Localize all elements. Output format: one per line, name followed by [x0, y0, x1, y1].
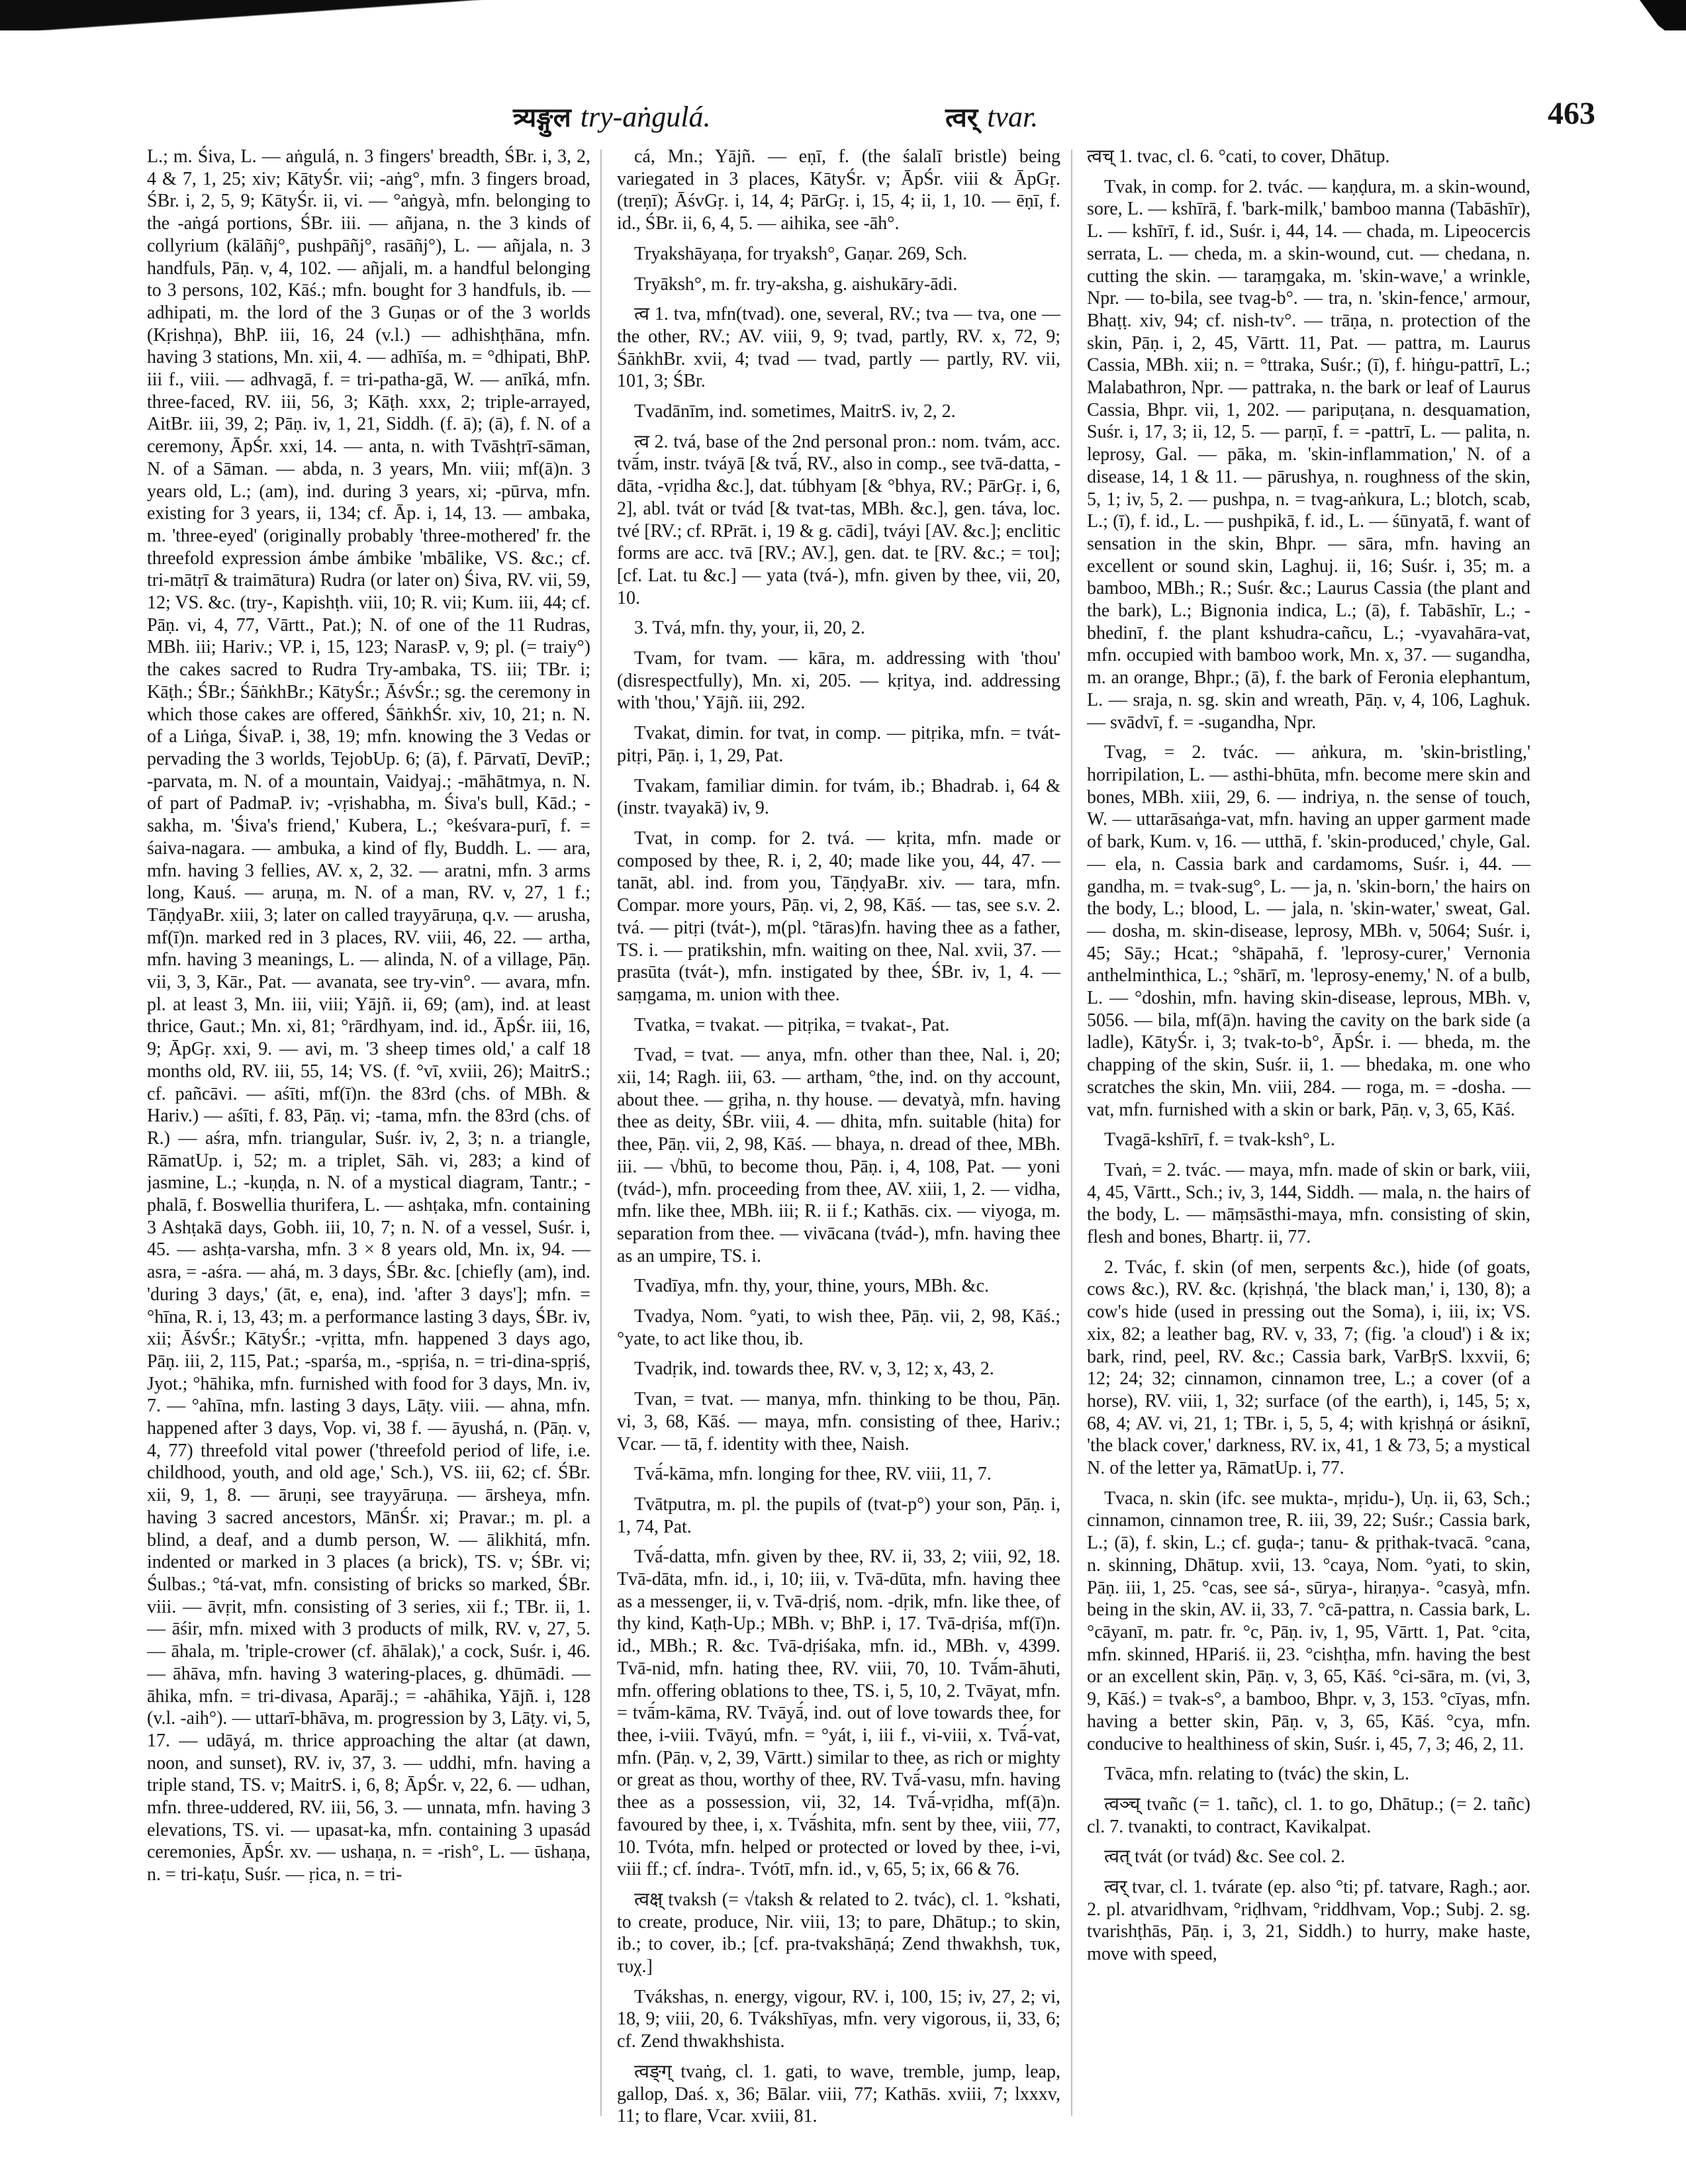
right-head-devanagari: त्वर्	[945, 103, 978, 133]
dictionary-entry: Tvadṛik, ind. towards thee, RV. v, 3, 12; x, 43, 2.	[634, 1358, 994, 1380]
column-1	[147, 146, 590, 2132]
dictionary-entry: त्वञ्च् tvañc (= 1. tañc), cl. 1. to go, Dhātup.; (= 2. tañc) cl. 7. tvanakti, to contract, Kavikalpat.	[1087, 1793, 1530, 1837]
dictionary-entry: Tvadya, Nom. °yati, to wish thee, Pāṇ. vii, 2, 98, Kāś.; °yate, to act like thou, ib.	[617, 1306, 1060, 1349]
dictionary-entry: Tvātputra, m. pl. the pupils of (tvat-p°) your son, Pāṇ. i, 1, 74, Pat.	[617, 1494, 1060, 1537]
dictionary-entry: Tvā́-kāma, mfn. longing for thee, RV. viii, 11, 7.	[634, 1464, 992, 1485]
dictionary-entry: cá, Mn.; Yājñ. — eṇī, f. (the śalalī bristle) being variegated in 3 places, KātyŚr. v; ĀpŚr. viii & ĀpGṛ. (treṇī); ĀśvGṛ. i, 14, 4; PārGṛ. i, 15, 4; ii, 1, 10. — ēṇī, f. id., ŚBr. ii, 6, 4, 5. — aihika, see -āh°.	[617, 146, 1060, 234]
dictionary-entry: त्व 2. tvá, base of the 2nd personal pron.: nom. tvám, acc. tvā́m, instr. tváyā [& tvā́, RV., also in comp., see tvā-datta, -dāta, -vṛidha &c.], dat. túbhyam [& °bhya, RV.; PārGṛ. i, 6, 2], abl. tvát or tvád [& tvat-tas, MBh. &c.], gen. táva, loc. tvé [RV.; cf. RPrāt. i, 19 & g. cādi], tváyi [AV. &c.]; enclitic forms are acc. tvā [RV.; AV.], gen. dat. te [RV. &c.; = τοι]; [cf. Lat. tu &c.] — yata (tvá-), mfn. given by thee, vii, 20, 10.	[617, 431, 1060, 608]
dictionary-entry: Tvag, = 2. tvác. — aṅkura, m. 'skin-bristling,' horripilation, L. — asthi-bhūta, mfn. become mere skin and bones, MBh. xiii, 29, 6. — indriya, n. the sense of touch, W. — uttarāsaṅga-vat, mfn. having an upper garment made of bark, Kum. v, 16. — utthā, f. 'skin-produced,' chyle, Gal. — ela, n. Cassia bark and cardamoms, Suśr. i, 44. — gandha, m. = tvak-sug°, L. — ja, n. 'skin-born,' the hairs on the body, L.; blood, L. — jala, n. 'skin-water,' sweat, Gal. — dosha, m. skin-disease, leprosy, MBh. v, 5064; Suśr. i, 45; Sāy.; Hcat.; °shāpahā, f. 'leprosy-curer,' Vernonia anthelminthica, L.; °shārī, m. 'leprosy-enemy,' N. of a bulb, L. — °doshin, mfn. having skin-disease, leprous, MBh. v, 5056. — bila, mf(ā)n. having the cavity on the bark side (a ladle), KātyŚr. i, 3; tvak-to-b°, ĀpŚr. i. — bheda, m. the chapping of the skin, Suśr. ii, 1. — bhedaka, m. one who scratches the skin, Mn. viii, 284. — roga, m. = -dosha. — vat, mfn. furnished with a skin or bark, Pāṇ. v, 3, 65, Kāś.	[1087, 742, 1530, 1120]
dictionary-entry: Tvam, for tvam. — kāra, m. addressing with 'thou' (disrespectfully), Mn. xi, 205. — kṛitya, ind. addressing with 'thou,' Yājñ. iii, 292.	[617, 648, 1060, 714]
page-number: 463	[1548, 96, 1595, 131]
dictionary-entry: Tvagā-kshīrī, f. = tvak-ksh°, L.	[1104, 1129, 1335, 1151]
dictionary-entry: 3. Tvá, mfn. thy, your, ii, 20, 2.	[634, 618, 865, 639]
scan-shadow	[0, 0, 1686, 30]
dictionary-entry: त्वङ्ग् tvaṅg, cl. 1. gati, to wave, tremble, jump, leap, gallop, Daś. x, 36; Bālar. viii, 77; Kathās. xviii, 7; lxxxv, 11; to flare, Vcar. xviii, 81.	[617, 2061, 1060, 2127]
dictionary-entry: Tvaṅ, = 2. tvác. — maya, mfn. made of skin or bark, viii, 4, 45, Vārtt., Sch.; iv, 3, 144, Siddh. — mala, n. the hairs of the body, L. — māṃsāsthi-maya, mfn. consisting of skin, flesh and bones, Bhartṛ. ii, 77.	[1087, 1159, 1530, 1248]
dictionary-entry: Tvadānīm, ind. sometimes, MaitrS. iv, 2, 2.	[634, 401, 956, 422]
right-head-term: tvar.	[987, 101, 1039, 133]
dictionary-entry: त्वत् tvát (or tvád) &c. See col. 2.	[1104, 1846, 1345, 1868]
dictionary-entry: Tvaca, n. skin (ifc. see mukta-, mṛidu-), Uṇ. ii, 63, Sch.; cinnamon, cinnamon tree, R. iii, 39, 22; Suśr.; Cassia bark, L.; (ā), f. skin, L.; cf. guḍa-; tanu- & pṛithak-tvacā. °cana, n. skinning, Dhātup. xvii, 13. °caya, Nom. °yati, to skin, Pāṇ. iii, 1, 25. °cas, see sá-, sūrya-, hiraṇya-. °casyà, mfn. being in the skin, AV. ii, 33, 7. °cā-pattra, n. Cassia bark, L. °cāyanī, m. patr. fr. °c, Pāṇ. iv, 1, 95, Vārtt. 1, Pat. °cita, mfn. skinned, HPariś. ii, 23. °cishṭha, mfn. having the best or an excellent skin, Pāṇ. v, 3, 65, Kāś. °ci-sāra, m. (vi, 3, 9, Kāś.) = tvak-s°, a bamboo, Bhpr. v, 3, 153. °cīyas, mfn. having a better skin, Pāṇ. v, 3, 65, Kāś. °cya, mfn. conducive to healthiness of skin, Suśr. i, 45, 7, 3; 46, 2, 11.	[1087, 1488, 1530, 1754]
dictionary-entry: Tvákshas, n. energy, vigour, RV. i, 100, 15; iv, 27, 2; vi, 18, 9; viii, 20, 6. Tvákshīyas, mfn. very vigorous, ii, 33, 6; cf. Zend thwakhshista.	[617, 1986, 1060, 2052]
dictionary-entry: Tvāca, mfn. relating to (tvác) the skin, L.	[1104, 1764, 1410, 1785]
left-head-term: try-aṅgulá.	[580, 101, 711, 133]
dictionary-body	[147, 146, 1530, 2132]
page-header	[0, 93, 1686, 139]
dictionary-entry: Tvan, = tvat. — manya, mfn. thinking to be thou, Pāṇ. vi, 3, 68, Kāś. — maya, mfn. consisting of thee, Hariv.; Vcar. — tā, f. identity with thee, Naish.	[617, 1389, 1060, 1454]
dictionary-entry: त्व 1. tva, mfn(tvad). one, several, RV.; tva — tva, one — the other, RV.; AV. viii, 9, 9; tvad, partly, RV. x, 72, 9; ŚāṅkhBr. xvii, 4; tvad — tvad, partly — partly, RV. vii, 101, 3; ŚBr.	[617, 304, 1060, 392]
dictionary-entry: Tvadīya, mfn. thy, your, thine, yours, MBh. &c.	[634, 1276, 989, 1297]
dictionary-entry: Tvak, in comp. for 2. tvác. — kaṇḍura, m. a skin-wound, sore, L. — kshīrā, f. 'bark-milk,' bamboo manna (Tabāshīr), L. — kshīrī, f. id., Suśr. i, 44, 14. — chada, m. Lipeocercis serrata, L. — cheda, m. a skin-wound, cut. — chedana, n. cutting the skin. — taraṃgaka, m. 'skin-wave,' a wrinkle, Npr. — to-bila, see tvag-b°. — tra, n. 'skin-fence,' armour, Bhaṭṭ. xiv, 94; cf. nish-tv°. — trāṇa, n. protection of the skin, Pāṇ. i, 2, 45, Vārtt. 11, Pat. — pattra, m. Laurus Cassia, MBh. xii; n. = °ttraka, Suśr.; (ī), f. hiṅgu-pattrī, L.; Malabathron, Npr. — pattraka, n. the bark or leaf of Laurus Cassia, Bhpr. vii, 1, 202. — paripuṭana, n. desquamation, Suśr. i, 17, 3; ii, 12, 5. — parṇī, f. = -pattrī, L. — palita, n. leprosy, Gal. — pāka, m. 'skin-inflammation,' N. of a disease, 14, 1 & 11. — pārushya, n. roughness of the skin, 5, 1; iv, 5, 2. — pushpa, n. = tvag-aṅkura, L.; blotch, scab, L.; (ī), f. id., L. — pushpikā, f. id., L. — śūnyatā, f. want of sensation in the skin, Bhpr. — sāra, mfn. having an excellent or sound skin, Laghuj. ii, 16; Suśr. i, 35; m. a bamboo, MBh.; R.; Suśr. &c.; Laurus Cassia (the plant and the bark), L.; Bignonia indica, L.; (ā), f. Tabāshīr, L.; -bhedinī, f. the plant kshudra-cañcu, L.; -vyavahāra-vat, mfn. occupied with bamboo work, Mn. x, 37. — sugandha, m. an orange, Bhpr.; (ā), f. the bark of Feronia elephantum, L. — sraja, n. sg. skin and wreath, Pāṇ. v, 4, 106, Laghuk. — svādvī, f. = -sugandha, Npr.	[1087, 176, 1530, 733]
dictionary-entry: Tvat, in comp. for 2. tvá. — kṛita, mfn. made or composed by thee, R. i, 2, 40; made like you, 44, 47. — tanāt, abl. ind. from you, TāṇḍyaBr. xiv. — tara, mfn. Compar. more yours, Pāṇ. vi, 2, 98, Kāś. — tas, see s.v. 2. tvá. — pitṛi (tvát-), m(pl. °tāras)fn. having thee as a father, TS. i. — pratikshin, mfn. waiting on thee, Nal. xvii, 37. — prasūta (tvát-), mfn. instigated by thee, ŚBr. iv, 1, 4. — saṃgama, m. union with thee.	[617, 828, 1060, 1005]
dictionary-entry: त्वर् tvar, cl. 1. tvárate (ep. also °ti; pf. tatvare, Ragh.; aor. 2. pl. atvaridhvam, °riḍhvam, °riddhvam, Vop.; Subj. 2. sg. tvarishṭhās, Pāṇ. i, 3, 21, Siddh.) to hurry, make haste, move with speed,	[1087, 1877, 1530, 1965]
dictionary-entry: L.; m. Śiva, L. — aṅgulá, n. 3 fingers' breadth, ŚBr. i, 3, 2, 4 & 7, 1, 25; xiv; KātyŚr. vii; -aṅg°, mfn. 3 fingers broad, ŚBr. i, 2, 5, 9; KātyŚr. ii, vi. — °aṅgyà, mfn. belonging to the -aṅgá portions, ŚBr. iii. — añjana, n. the 3 kinds of collyrium (kālāñj°, pushpāñj°, rasāñj°), L. — añjala, n. 3 handfuls, Pāṇ. v, 4, 102. — añjali, m. a handful belonging to 3 persons, 102, Kāś.; mfn. bought for 3 handfuls, ib. — adhipati, m. the lord of the 3 Guṇas or of the 3 worlds (Kṛishṇa), BhP. iii, 16, 24 (v.l.) — adhishṭhāna, mfn. having 3 stations, Mn. xii, 4. — adhīśa, m. = °dhipati, BhP. iii f., viii. — adhvagā, f. = tri-patha-gā, W. — anīká, mfn. three-faced, RV. iii, 56, 3; Kāṭh. xxx, 2; triple-arrayed, AitBr. iii, 39, 2; Pāṇ. iv, 1, 21, Siddh. (f. ā); (ā), f. N. of a ceremony, ĀpŚr. xxi, 14. — anta, n. with Tvāshṭrī-sāman, N. of a Sāman. — abda, n. 3 years, Mn. viii; mf(ā)n. 3 years old, L.; (am), ind. during 3 years, xi; -pūrva, mfn. existing for 3 years, ii, 134; cf. Āp. i, 14, 13. — ambaka, m. 'three-eyed' (originally probably 'three-mothered' fr. the threefold expression ámbe ámbike 'mbālike, VS. &c.; cf. tri-mātṛī & traimātura) Rudra (or later on) Śiva, RV. vii, 59, 12; VS. &c. (try-, Kapishṭh. viii, 10; R. vii; Kum. iii, 44; cf. Pāṇ. vi, 4, 77, Vārtt., Pat.); N. of one of the 11 Rudras, MBh. iii; Hariv.; VP. i, 15, 123; NarasP. v, 9; pl. (= traiy°) the cakes sacred to Rudra Try-ambaka, TS. iii; TBr. i; Kāṭh.; ŚBr.; ŚāṅkhBr.; KātyŚr.; ĀśvŚr.; sg. the ceremony in which those cakes are offered, ŚāṅkhŚr. xiv, 10, 21; n. N. of a Liṅga, ŚivaP. i, 38, 19; mfn. knowing the 3 Vedas or pervading the 3 worlds, TejobUp. 6; (ā), f. Pārvatī, DevīP.; -parvata, m. N. of a mountain, Vaidyaj.; -māhātmya, n. N. of part of PadmaP. iv; -vṛishabha, m. Śiva's bull, Kād.; -sakha, m. 'Śiva's friend,' Kubera, L.; °keśvara-purī, f. = śaiva-nagara. — ambuka, a kind of fly, Buddh. L. — ara, mfn. having 3 fellies, AV. x, 2, 32. — aratni, mfn. 3 arms long, Kauś. — aruṇa, m. N. of a man, RV. v, 27, 1 f.; TāṇḍyaBr. xiii, 3; later on called trayyāruṇa, q.v. — arusha, mf(ī)n. marked red in 3 places, RV. viii, 46, 22. — artha, mfn. having 3 meanings, L. — alinda, N. of a village, Pāṇ. vii, 3, 3, Kār., Pat. — avanata, see try-vin°. — avara, mfn. pl. at least 3, Mn. iii, viii; Yājñ. ii, 69; (am), ind. at least thrice, Gaut.; Mn. xi, 81; °rārdhyam, ind. id., ĀpŚr. iii, 16, 9; ĀpGṛ. xxi, 9. — avi, m. '3 sheep times old,' a calf 18 months old, RV. iii, 55, 14; VS. (f. °vī, xviii, 26); MaitrS.; cf. pañcāvi. — aśīti, mf(ī)n. the 83rd (chs. of MBh. & Hariv.) — aśīti, f. 83, Pāṇ. vi; -tama, mfn. the 83rd (chs. of R.) — aśra, mfn. triangular, Suśr. iv, 2, 3; n. a triangle, RāmatUp. i, 52; m. a triplet, Sāh. vi, 283; a kind of jasmine, L.; -kuṇḍa, n. N. of a mystical diagram, Tantr.; -phalā, f. Boswellia thurifera, L. — ashṭaka, mfn. containing 3 Ashṭakā days, Gobh. iii, 10, 7; n. N. of a vessel, Suśr. i, 45. — ashṭa-varsha, mfn. 3 × 8 years old, Mn. ix, 94. — asra, = -aśra. — ahá, m. 3 days, ŚBr. &c. [chiefly (am), ind. 'during 3 days,' (āt, e, ena), ind. 'after 3 days']; mfn. = °hīna, R. i, 13, 43; m. a performance lasting 3 days, ŚBr. iv, xii; ĀśvŚr.; KātyŚr.; -vṛitta, mfn. happened 3 days ago, Pāṇ. iii, 2, 115, Pat.; -sparśa, m., -spṛiśa, n. = tri-dina-spṛiś, Jyot.; °hāhika, mfn. furnished with food for 3 days, Mn. iv, 7. — °ahīna, mfn. lasting 3 days, Lāṭy. viii. — ahna, mfn. happened after 3 days, Vop. vi, 38 f. — āyushá, n. (Pāṇ. v, 4, 77) threefold vital power ('threefold period of life, i.e. childhood, youth, and old age,' Sch.), VS. iii, 62; cf. ŚBr. xii, 9, 1, 8. — āruṇi, see trayyāruṇa. — ārsheya, mfn. having 3 sacred ancestors, MānŚr. xi; Pravar.; m. pl. a blind, a deaf, and a dumb person, W. — ālikhitá, mfn. indented or marked in 3 places (a brick), TS. v; ŚBr. vi; Śulbas.; °tá-vat, mfn. consisting of bricks so marked, ŚBr. viii. — āvṛit, mfn. consisting of 3 series, xii f.; TBr. ii, 1. — āśir, mfn. mixed with 3 products of milk, RV. v, 27, 5. — āhala, m. 'triple-crower (cf. āhālak),' a cock, Suśr. i, 46. — āhāva, mfn. having 3 watering-places, g. dhūmādi. — āhika, mfn. = tri-divasa, Aparāj.; = -ahāhika, Yājñ. i, 128 (v.l. -aih°). — uttarī-bhāva, m. progression by 3, Lāṭy. vi, 5, 17. — udāyá, m. thrice approaching the altar (at dawn, noon, and sunset), RV. iv, 37, 3. — uddhi, mfn. having a triple stand, TS. v; MaitrS. i, 6, 8; ĀpŚr. v, 22, 6. — udhan, mfn. three-uddered, RV. iii, 56, 3. — unnata, mfn. having 3 elevations, TS. vi. — upasat-ka, mfn. containing 3 upasád ceremonies, ĀpŚr. xv. — ushaṇa, n. = -rish°, L. — ūshaṇa, n. = tri-kaṭu, Suśr. — ṛica, n. = tri-	[147, 146, 590, 1885]
dictionary-entry: Tvatka, = tvakat. — pitṛika, = tvakat-, Pat.	[634, 1014, 950, 1035]
column-3	[1087, 146, 1530, 2132]
dictionary-entry: Tryāksh°, m. fr. try-aksha, g. aishukāry-ādi.	[634, 273, 958, 295]
dictionary-entry: Tvā́-datta, mfn. given by thee, RV. ii, 33, 2; viii, 92, 18. Tvā-dāta, mfn. id., i, 10; iii, v. Tvā-dūta, mfn. having thee as a messenger, ii, v. Tvā-dṛiś, nom. -dṛik, mfn. like thee, of thy kind, Kaṭh-Up.; MBh. v; BhP. i, 17. Tvā-dṛiśa, mf(ī)n. id., MBh.; R. &c. Tvā-dṛiśaka, mfn. id., MBh. v, 4399. Tvā-nid, mfn. hating thee, RV. viii, 70, 10. Tvā́m-āhuti, mfn. offering oblations to thee, TS. i, 5, 10, 2. Tvāyat, mfn. = tvā́m-kāma, RV. Tvāyā́, ind. out of love towards thee, for thee, i-viii. Tvāyú, mfn. = °yát, i, iii f., vi-viii, x. Tvā́-vat, mfn. (Pāṇ. v, 2, 39, Vārtt.) similar to thee, as rich or mighty or great as thou, worthy of thee, RV. Tvā́-vasu, mfn. having thee as a possession, vii, 32, 14. Tvā́-vṛidha, mf(ā)n. favoured by thee, i, x. Tvā́shita, mfn. sent by thee, viii, 77, 10. Tvóta, mfn. helped or protected or loved by thee, i-vi, viii ff.; cf. índra-. Tvótī, mfn. id., v, 65, 5; ix, 66 & 76.	[617, 1546, 1060, 1880]
dictionary-entry: Tvad, = tvat. — anya, mfn. other than thee, Nal. i, 20; xii, 14; Ragh. iii, 63. — artham, °the, ind. on thy account, about thee. — gṛiha, n. thy house. — devatyà, mfn. having thee as deity, ŚBr. viii, 4. — dhita, mfn. suitable (hita) for thee, Pāṇ. vii, 2, 98, Kāś. — bhaya, n. dread of thee, MBh. iii. — √bhū, to become thou, Pāṇ. i, 4, 108, Pat. — yoni (tvád-), mfn. proceeding from thee, AV. xiii, 1, 2. — vidha, mfn. like thee, MBh. iii; R. ii f.; Kathās. cix. — viyoga, m. separation from thee. — vivācana (tvád-), mfn. having thee as an umpire, TS. i.	[617, 1045, 1060, 1266]
column-2	[617, 146, 1060, 2132]
dictionary-entry: त्वच् 1. tvac, cl. 6. °cati, to cover, Dhātup.	[1087, 146, 1390, 167]
left-head-devanagari: त्र्यङ्गुल	[513, 103, 571, 133]
right-running-head	[945, 98, 1038, 134]
dictionary-entry: 2. Tvác, f. skin (of men, serpents &c.), hide (of goats, cows &c.), RV. &c. (kṛishṇá, 'the black man,' i, 130, 8); a cow's hide (used in pressing out the Soma), i, iii, ix; VS. xix, 82; a leather bag, RV. v, 33, 7; (fig. 'a cloud') i & ix; bark, rind, peel, RV. &c.; Cassia bark, VarBṛS. lxxvii, 6; 12; 24; 32; cinnamon, cinnamon tree, L.; a cover (of a horse), RV. viii, 1, 32; surface (of the earth), i, 145, 5; x, 68, 4; AV. vi, 21, 1; TBr. i, 5, 5, 4; with kṛishṇá or ásiknī, 'the black cover,' darkness, RV. ix, 41, 1 & 73, 5; a mystical N. of the letter ya, RāmatUp. i, 77.	[1087, 1257, 1530, 1479]
scan-border	[0, 0, 1686, 30]
left-running-head	[513, 98, 711, 134]
dictionary-entry: त्वक्ष् tvaksh (= √taksh & related to 2. tvác), cl. 1. °kshati, to create, produce, Nir. viii, 13; to pare, Dhātup.; to skin, ib.; to cover, ib.; [cf. pra-tvakshāṇá; Zend thwakhsh, τυκ, τυχ.]	[617, 1889, 1060, 1977]
dictionary-entry: Tvakat, dimin. for tvat, in comp. — pitṛika, mfn. = tvát-pitṛi, Pāṇ. i, 1, 29, Pat.	[617, 723, 1060, 766]
dictionary-entry: Tvakam, familiar dimin. for tvám, ib.; Bhadrab. i, 64 & (instr. tvayakā) iv, 9.	[617, 775, 1060, 819]
dictionary-entry: Tryakshāyaṇa, for tryaksh°, Gaṇar. 269, Sch.	[634, 243, 968, 264]
